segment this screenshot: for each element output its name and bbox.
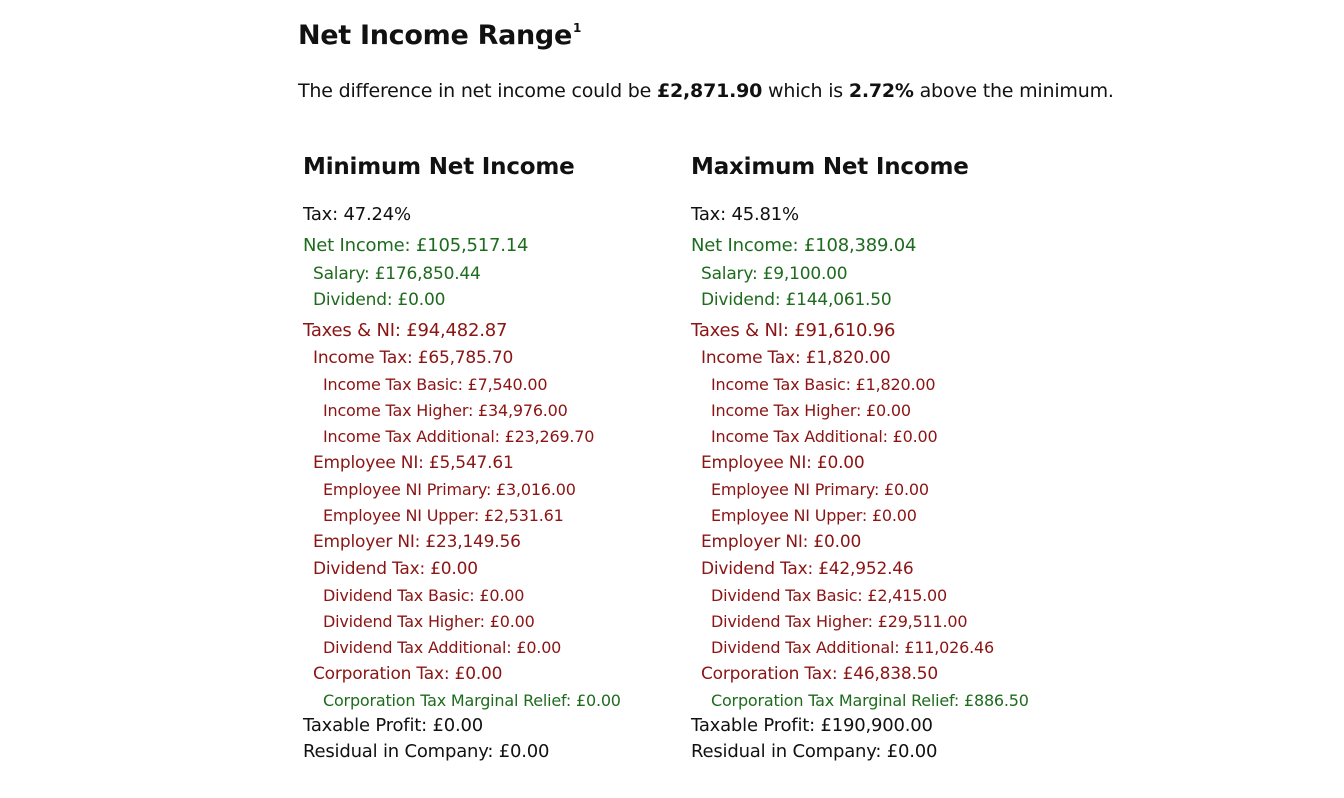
salary: Salary: £176,850.44	[313, 264, 481, 284]
summary-middle: which is	[762, 80, 849, 102]
dividend-tax-additional: Dividend Tax Additional: £11,026.46	[711, 638, 994, 657]
net-income-total: Net Income: £105,517.14	[303, 235, 529, 256]
taxable-profit: Taxable Profit: £0.00	[303, 715, 484, 736]
corporation-tax-marginal-relief: Corporation Tax Marginal Relief: £886.50	[711, 691, 1029, 710]
employee-ni-upper: Employee NI Upper: £0.00	[711, 506, 917, 525]
tax-rate: Tax: 47.24%	[303, 204, 411, 225]
income-tax-additional: Income Tax Additional: £0.00	[711, 427, 938, 446]
dividend-tax-basic: Dividend Tax Basic: £0.00	[323, 586, 525, 605]
page-title-text: Net Income Range	[298, 20, 572, 51]
employer-ni: Employer NI: £23,149.56	[313, 532, 521, 552]
page-title	[298, 20, 581, 51]
residual-in-company: Residual in Company: £0.00	[691, 741, 938, 762]
minimum-net-income-column	[303, 150, 723, 762]
corporation-tax: Corporation Tax: £0.00	[313, 664, 503, 684]
difference-amount: £2,871.90	[656, 80, 763, 102]
taxes-and-ni-total: Taxes & NI: £94,482.87	[303, 320, 508, 341]
employee-ni-primary: Employee NI Primary: £0.00	[711, 480, 929, 499]
employee-ni-upper: Employee NI Upper: £2,531.61	[323, 506, 564, 525]
dividend-tax-higher: Dividend Tax Higher: £0.00	[323, 612, 535, 631]
maximum-net-income-column	[691, 150, 1111, 762]
dividend: Dividend: £0.00	[313, 290, 446, 310]
employee-ni: Employee NI: £5,547.61	[313, 453, 514, 473]
dividend-tax: Dividend Tax: £0.00	[313, 559, 478, 579]
corporation-tax: Corporation Tax: £46,838.50	[701, 664, 938, 684]
employer-ni: Employer NI: £0.00	[701, 532, 862, 552]
summary-suffix: above the minimum.	[913, 80, 1114, 102]
dividend-tax-basic: Dividend Tax Basic: £2,415.00	[711, 586, 948, 605]
income-tax: Income Tax: £65,785.70	[313, 348, 514, 368]
dividend-tax-higher: Dividend Tax Higher: £29,511.00	[711, 612, 968, 631]
column-heading: Maximum Net Income	[691, 154, 969, 180]
taxes-and-ni-total: Taxes & NI: £91,610.96	[691, 320, 896, 341]
corporation-tax-marginal-relief: Corporation Tax Marginal Relief: £0.00	[323, 691, 621, 710]
residual-in-company: Residual in Company: £0.00	[303, 741, 550, 762]
employee-ni: Employee NI: £0.00	[701, 453, 865, 473]
income-tax-higher: Income Tax Higher: £0.00	[711, 401, 911, 420]
taxable-profit: Taxable Profit: £190,900.00	[691, 715, 933, 736]
dividend-tax: Dividend Tax: £42,952.46	[701, 559, 914, 579]
tax-rate: Tax: 45.81%	[691, 204, 799, 225]
net-income-total: Net Income: £108,389.04	[691, 235, 917, 256]
footnote-marker[interactable]: 1	[572, 21, 582, 35]
salary: Salary: £9,100.00	[701, 264, 848, 284]
column-heading: Minimum Net Income	[303, 154, 575, 180]
dividend-tax-additional: Dividend Tax Additional: £0.00	[323, 638, 562, 657]
net-income-difference-summary	[298, 80, 1114, 102]
income-tax-basic: Income Tax Basic: £7,540.00	[323, 375, 548, 394]
difference-percent: 2.72%	[848, 80, 914, 102]
income-tax-additional: Income Tax Additional: £23,269.70	[323, 427, 595, 446]
income-tax: Income Tax: £1,820.00	[701, 348, 891, 368]
dividend: Dividend: £144,061.50	[701, 290, 892, 310]
employee-ni-primary: Employee NI Primary: £3,016.00	[323, 480, 576, 499]
summary-prefix: The difference in net income could be	[298, 80, 657, 102]
income-tax-basic: Income Tax Basic: £1,820.00	[711, 375, 936, 394]
income-tax-higher: Income Tax Higher: £34,976.00	[323, 401, 568, 420]
